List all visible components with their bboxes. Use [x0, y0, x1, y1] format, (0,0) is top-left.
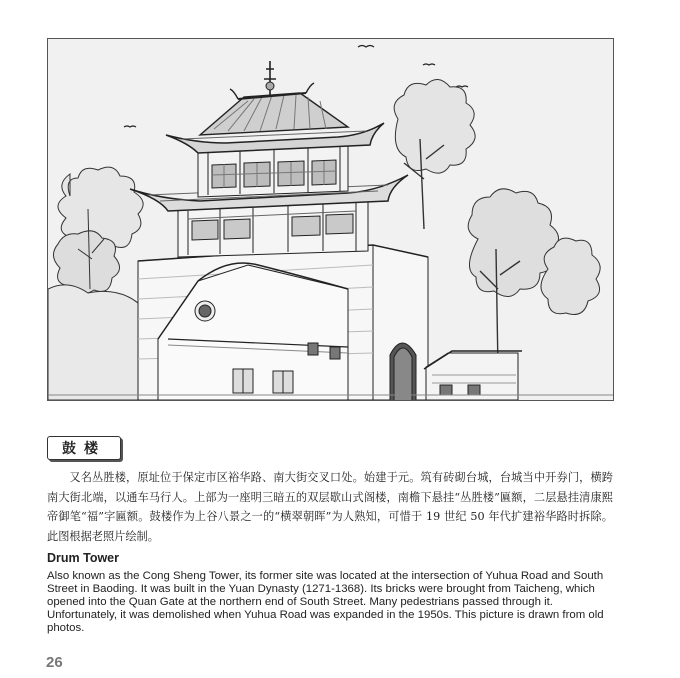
section-heading-zh: 鼓楼 — [62, 441, 106, 457]
english-description: Also known as the Cong Sheng Tower, its former site was located at the intersection of Yuhua Road and South Street in Baoding. It was built in the Yuan Dynasty (1271-1368). Its bricks were brought from Taicheng, which opened into the Quan Gate at the northern end of South Street. Many pedestrians passed through it. Unfortunately, it was demolished when Yuhua Road was expanded in the 1950s. This picture is drawn from old photos. — [47, 570, 604, 634]
side-house — [424, 351, 522, 400]
drum-tower-illustration — [47, 38, 614, 401]
left-trees — [48, 167, 148, 400]
chinese-description: 又名丛胜楼，原址位于保定市区裕华路、南大街交叉口处。始建于元。筑有砖砌台城，台城当中开券门，横跨南大街北端，以通车马行人。上部为一座明三暗五的双层歇山式阁楼，南檐下悬挂“丛胜楼”匾额，二层悬挂清康熙帝御笔“福”字匾额。鼓楼作为上谷八景之一的“横翠朝晖”为人熟知，可惜于 19 世纪 50 年代扩建裕华路时拆除。此图根据老照片绘制。 — [47, 471, 613, 543]
pavilion — [130, 61, 408, 257]
english-title: Drum Tower — [47, 551, 119, 565]
section-heading-box — [47, 436, 121, 460]
page-number: 26 — [46, 654, 63, 671]
